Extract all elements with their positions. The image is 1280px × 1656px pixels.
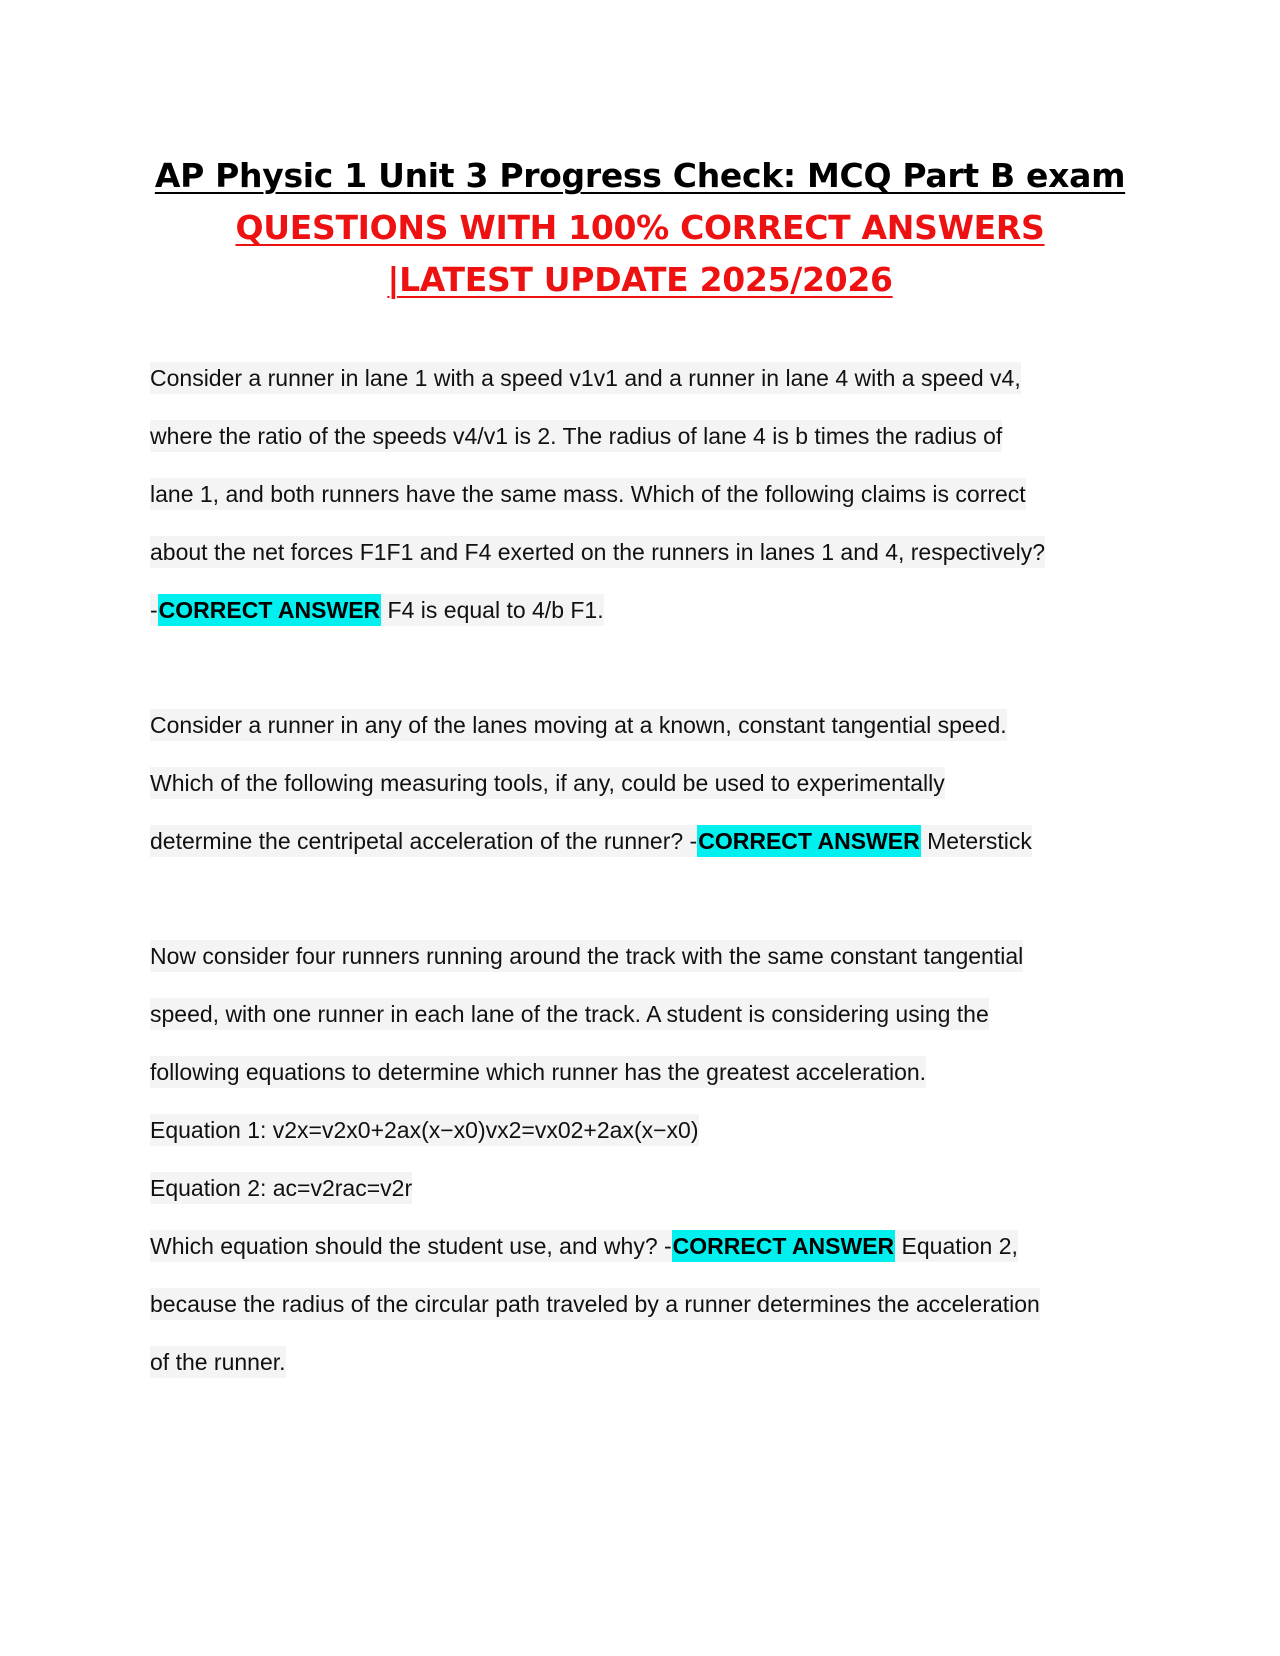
correct-answer-label: CORRECT ANSWER <box>158 594 381 626</box>
question-1-line-1: Consider a runner in lane 1 with a speed v1v1 and a runner in lane 4 with a speed v4, <box>150 362 1021 394</box>
document-subtitle-update: |LATEST UPDATE 2025/2026 <box>387 260 893 299</box>
question-3-answer: Equation 2, <box>895 1230 1018 1262</box>
question-1 <box>150 349 1140 639</box>
question-3-answer-line <box>150 1217 1140 1275</box>
document-title: AP Physic 1 Unit 3 Progress Check: MCQ Part B exam <box>154 156 1126 195</box>
question-3-answer-continuation-2: of the runner. <box>150 1346 286 1378</box>
question-1-line-3: lane 1, and both runners have the same mass. Which of the following claims is correct <box>150 478 1026 510</box>
equation-2: Equation 2: ac=v2rac=v2r <box>150 1172 412 1204</box>
question-3-line-1: Now consider four runners running around the track with the same constant tangential <box>150 940 1023 972</box>
answer-prefix: - <box>150 594 158 626</box>
equation-1: Equation 1: v2x=v2x0+2ax(x−x0)vx2=vx02+2ax(x−x0) <box>150 1114 699 1146</box>
question-3-answer-continuation-1: because the radius of the circular path traveled by a runner determines the acceleration <box>150 1288 1040 1320</box>
question-3-line-2: speed, with one runner in each lane of the track. A student is considering using the <box>150 998 989 1030</box>
question-2-line-1: Consider a runner in any of the lanes moving at a known, constant tangential speed. <box>150 709 1007 741</box>
question-1-line-2: where the ratio of the speeds v4/v1 is 2. The radius of lane 4 is b times the radius of <box>150 420 1002 452</box>
correct-answer-label: CORRECT ANSWER <box>672 1230 895 1262</box>
question-2 <box>150 696 1140 870</box>
question-2-answer: Meterstick <box>921 825 1032 857</box>
correct-answer-label: CORRECT ANSWER <box>697 825 920 857</box>
question-3-prompt: Which equation should the student use, and why? - <box>150 1230 672 1262</box>
document-subtitle: QUESTIONS WITH 100% CORRECT ANSWERS <box>235 208 1045 247</box>
question-2-line-3: determine the centripetal acceleration of the runner? - <box>150 825 697 857</box>
question-2-line-2: Which of the following measuring tools, if any, could be used to experimentally <box>150 767 945 799</box>
question-2-answer-line <box>150 812 1140 870</box>
question-3 <box>150 927 1140 1391</box>
question-1-answer: F4 is equal to 4/b F1. <box>381 594 603 626</box>
question-1-line-4: about the net forces F1F1 and F4 exerted on the runners in lanes 1 and 4, respectively? <box>150 536 1045 568</box>
question-3-line-3: following equations to determine which runner has the greatest acceleration. <box>150 1056 926 1088</box>
question-1-answer-line <box>150 581 1140 639</box>
